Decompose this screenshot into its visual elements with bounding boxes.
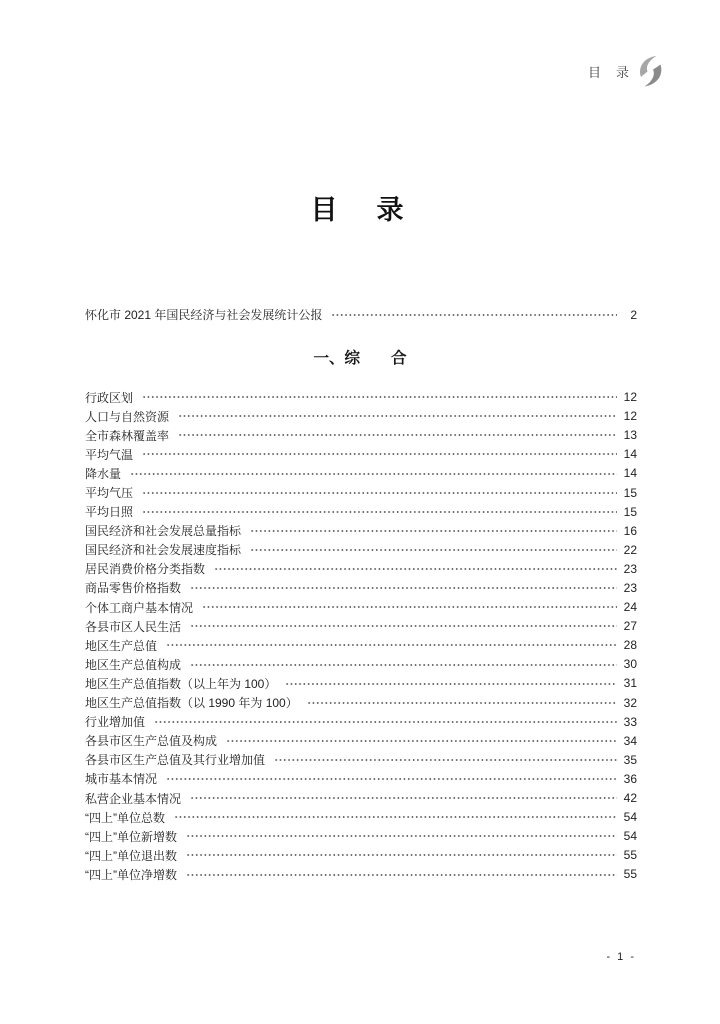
toc-entry-page: 22 <box>623 542 637 557</box>
toc-entry <box>85 426 637 445</box>
toc-entry <box>85 578 637 597</box>
toc-entry-page: 34 <box>623 733 637 748</box>
toc-entry-label: 国民经济和社会发展总量指标 <box>85 524 242 539</box>
toc-entry <box>85 750 637 769</box>
toc-entry-page: 55 <box>623 848 637 863</box>
toc-entry-page: 32 <box>623 695 637 710</box>
dot-leader <box>142 483 617 502</box>
toc-entry-preamble <box>85 305 637 324</box>
toc-entry-label: 全市森林覆盖率 <box>85 428 170 443</box>
toc-entry-page: 35 <box>623 752 637 767</box>
toc-entry <box>85 407 637 426</box>
toc-entry-page: 2 <box>630 307 637 322</box>
toc-entry-page: 15 <box>623 485 637 500</box>
toc-entry-page: 54 <box>623 829 637 844</box>
toc-entry <box>85 808 637 827</box>
toc-entry-label: 平均日照 <box>85 505 134 520</box>
toc-entry <box>85 731 637 750</box>
toc-entry-label: 地区生产总值 <box>85 638 158 653</box>
dot-leader <box>190 578 617 597</box>
toc-entry <box>85 636 637 655</box>
toc-entry-label: 城市基本情况 <box>85 772 158 787</box>
dot-leader <box>174 808 617 827</box>
toc-entry <box>85 693 637 712</box>
swirl-leaf-logo-icon <box>637 54 664 88</box>
dot-leader <box>190 788 617 807</box>
toc-entry <box>85 788 637 807</box>
toc-entry-page: 30 <box>623 657 637 672</box>
dot-leader <box>166 769 617 788</box>
toc-entry <box>85 865 637 884</box>
page-title: 目 录 <box>310 195 410 225</box>
toc-entry-label: “四上”单位净增数 <box>85 867 177 882</box>
page-number-footer: - 1 - <box>606 951 636 963</box>
toc-list <box>85 388 637 884</box>
dot-leader <box>214 559 617 578</box>
dot-leader <box>178 407 617 426</box>
toc-entry-label: 行业增加值 <box>85 715 146 730</box>
toc-entry-label: 商品零售价格指数 <box>85 581 182 596</box>
dot-leader <box>190 655 617 674</box>
toc-entry-label: 行政区划 <box>85 390 134 405</box>
dot-leader <box>154 712 617 731</box>
toc-entry-page: 12 <box>623 390 637 405</box>
toc-entry-page: 15 <box>623 504 637 519</box>
dot-leader <box>166 636 617 655</box>
dot-leader <box>274 750 617 769</box>
dot-leader <box>186 865 617 884</box>
toc-entry <box>85 769 637 788</box>
toc-entry-page: 42 <box>623 791 637 806</box>
dot-leader <box>142 388 617 407</box>
toc-entry <box>85 540 637 559</box>
dot-leader <box>142 445 617 464</box>
toc-entry-label: 各县市区人民生活 <box>85 619 182 634</box>
toc-entry-label: 国民经济和社会发展速度指标 <box>85 543 242 558</box>
dot-leader <box>190 617 617 636</box>
toc-entry-label: 降水量 <box>85 466 122 481</box>
dot-leader <box>186 827 617 846</box>
toc-entry <box>85 827 637 846</box>
toc-entry-page: 55 <box>623 867 637 882</box>
toc-entry-page: 12 <box>623 409 637 424</box>
toc-entry-page: 33 <box>623 714 637 729</box>
toc-entry-label: 怀化市 2021 年国民经济与社会发展统计公报 <box>85 308 323 322</box>
toc-entry <box>85 464 637 483</box>
toc-entry <box>85 655 637 674</box>
section-heading: 一、综 合 <box>313 350 407 367</box>
dot-leader <box>331 305 617 324</box>
dot-leader <box>250 521 617 540</box>
dot-leader <box>178 426 617 445</box>
dot-leader <box>250 540 617 559</box>
toc-entry-label: 人口与自然资源 <box>85 409 170 424</box>
toc-entry-page: 23 <box>623 561 637 576</box>
dot-leader <box>186 846 617 865</box>
toc-entry <box>85 559 637 578</box>
toc-entry-label: “四上”单位总数 <box>85 810 165 825</box>
toc-entry-page: 14 <box>623 447 637 462</box>
toc-entry-label: 各县市区生产总值及其行业增加值 <box>85 753 266 768</box>
toc-entry-page: 14 <box>623 466 637 481</box>
dot-leader <box>307 693 617 712</box>
toc-entry <box>85 483 637 502</box>
toc-entry <box>85 445 637 464</box>
toc-entry <box>85 502 637 521</box>
toc-entry-page: 16 <box>623 523 637 538</box>
dot-leader <box>142 502 617 521</box>
toc-entry <box>85 617 637 636</box>
toc-entry-label: “四上”单位退出数 <box>85 848 177 863</box>
toc-entry-page: 54 <box>623 810 637 825</box>
running-header-label: 目 录 <box>587 64 630 80</box>
toc-entry-page: 24 <box>623 600 637 615</box>
toc-entry-label: “四上”单位新增数 <box>85 829 177 844</box>
toc-entry-label: 平均气温 <box>85 447 134 462</box>
toc-entry-page: 31 <box>623 676 637 691</box>
toc-entry-page: 28 <box>623 638 637 653</box>
toc-entry <box>85 712 637 731</box>
toc-entry <box>85 846 637 865</box>
toc-entry <box>85 598 637 617</box>
toc-entry-label: 个体工商户基本情况 <box>85 600 194 615</box>
running-header <box>588 54 664 88</box>
toc-entry <box>85 674 637 693</box>
dot-leader <box>130 464 617 483</box>
toc-entry-page: 23 <box>623 580 637 595</box>
toc-entry-label: 居民消费价格分类指数 <box>85 562 206 577</box>
dot-leader <box>226 731 617 750</box>
toc-entry-page: 36 <box>623 771 637 786</box>
toc-entry <box>85 521 637 540</box>
toc-entry-label: 平均气压 <box>85 486 134 501</box>
toc-entry-label: 各县市区生产总值及构成 <box>85 734 218 749</box>
toc-entry-page: 13 <box>623 428 637 443</box>
toc-entry-label: 地区生产总值指数（以 1990 年为 100） <box>85 696 298 711</box>
toc-entry-label: 地区生产总值指数（以上年为 100） <box>85 676 277 691</box>
dot-leader <box>202 598 617 617</box>
toc-entry-label: 地区生产总值构成 <box>85 657 182 672</box>
toc-entry-page: 27 <box>623 619 637 634</box>
dot-leader <box>285 674 617 693</box>
toc-entry-label: 私营企业基本情况 <box>85 791 182 806</box>
toc-entry <box>85 388 637 407</box>
